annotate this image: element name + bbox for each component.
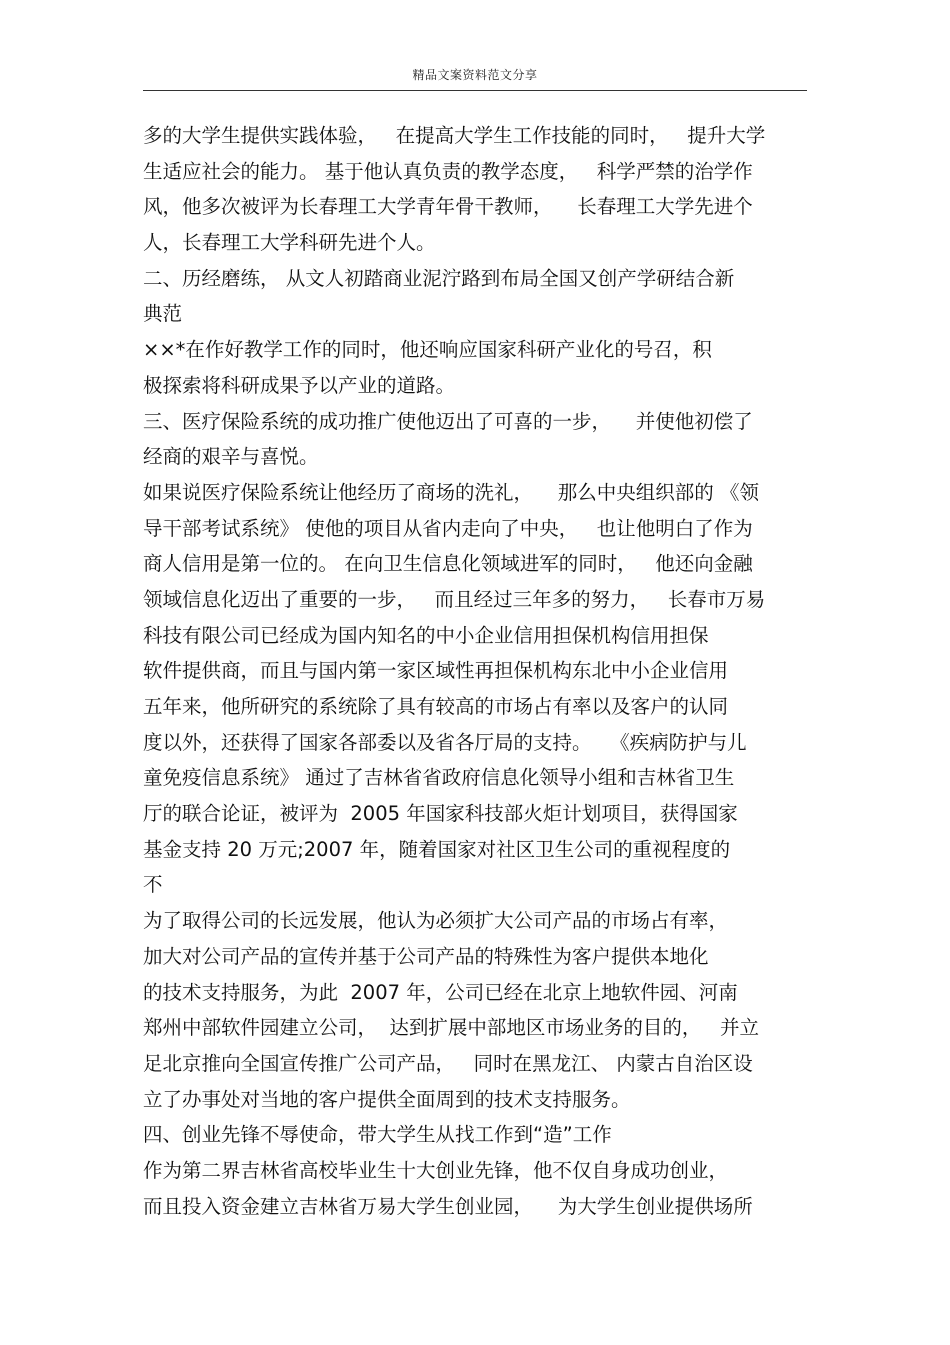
text-line: 基金支持 20 万元;2007 年，随着国家对社区卫生公司的重视程度的 [143,837,731,861]
text-line: 五年来，他所研究的系统除了具有较高的市场占有率以及客户的认同 [143,695,729,718]
text-line: ××*在作好教学工作的同时，他还响应国家科研产业化的号召，积 [143,338,712,362]
text-line: 人，长春理工大学科研先进个人。 [143,231,436,255]
text-line: 作为第二界吉林省高校毕业生十大创业先锋，他不仅自身成功创业， [143,1158,729,1182]
header-title: 精品文案资料范文分享 [412,68,538,82]
text-line: 如果说医疗保险系统让他经历了商场的洗礼， 那么中央组织部的 《领 [143,480,759,504]
section-heading: 二、历经磨练， 从文人初踏商业泥泞路到布局全国又创产学研结合新 [143,266,735,290]
text-line: 导干部考试系统》 使他的项目从省内走向了中央， 也让他明白了作为 [143,516,753,540]
text-line: 科技有限公司已经成为国内知名的中小企业信用担保机构信用担保 [143,623,709,647]
text-line: 不 [143,873,163,897]
document-body [143,118,823,1224]
text-line: 加大对公司产品的宣传并基于公司产品的特殊性为客户提供本地化 [143,944,709,968]
text-line: 童免疫信息系统》 通过了吉林省省政府信息化领导小组和吉林省卫生 [143,766,735,790]
text-line: 多的大学生提供实践体验， 在提高大学生工作技能的同时， 提升大学 [143,124,766,147]
text-line: 厅的联合论证，被评为 2005 年国家科技部火炬计划项目，获得国家 [143,802,738,826]
header-divider [143,90,807,91]
text-line: 软件提供商，而且与国内第一家区域性再担保机构东北中小企业信用 [143,659,729,683]
text-line: 的技术支持服务，为此 2007 年，公司已经在北京上地软件园、河南 [143,980,738,1004]
text-line: 领域信息化迈出了重要的一步， 而且经过三年多的努力， 长春市万易 [143,587,766,611]
text-line: 极探索将科研成果予以产业的道路。 [143,373,456,397]
section-heading: 四、创业先锋不辱使命，带大学生从找工作到“造”工作 [143,1123,612,1147]
text-line: 生适应社会的能力。 基于他认真负责的教学态度， 科学严禁的治学作 [143,159,753,183]
section-heading: 三、医疗保险系统的成功推广使他迈出了可喜的一步， 并使他初偿了 [143,409,753,433]
text-line: 风，他多次被评为长春理工大学青年骨干教师， 长春理工大学先进个 [143,195,753,219]
text-line: 度以外，还获得了国家各部委以及省各厅局的支持。 《疾病防护与儿 [143,730,747,754]
text-line: 郑州中部软件园建立公司， 达到扩展中部地区市场业务的目的， 并立 [143,1016,759,1040]
text-line: 为了取得公司的长远发展，他认为必须扩大公司产品的市场占有率， [143,909,729,933]
text-line: 商人信用是第一位的。 在向卫生信息化领域进军的同时， 他还向金融 [143,552,753,576]
text-line: 而且投入资金建立吉林省万易大学生创业园， 为大学生创业提供场所 [143,1194,753,1218]
text-line: 立了办事处对当地的客户提供全面周到的技术支持服务。 [143,1087,631,1111]
text-line: 足北京推向全国宣传推广公司产品， 同时在黑龙江、 内蒙古自治区设 [143,1051,753,1075]
section-heading-continued: 经商的艰辛与喜悦。 [143,445,319,469]
section-heading-continued: 典范 [143,302,183,326]
